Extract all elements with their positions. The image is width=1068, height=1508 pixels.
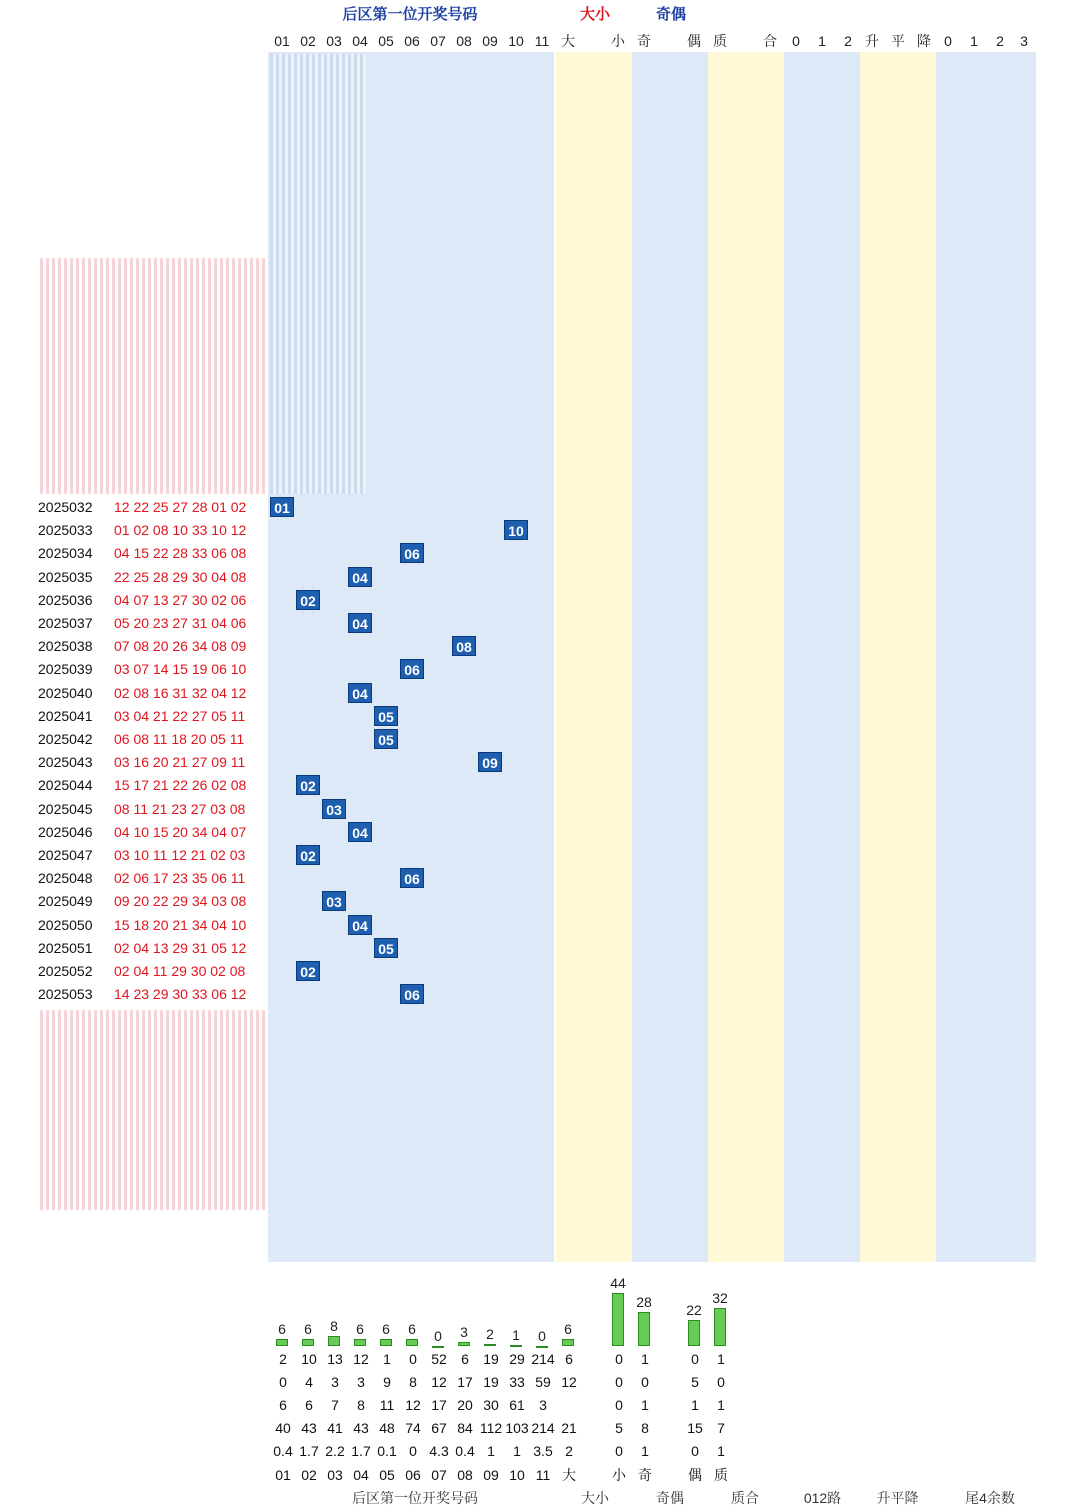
stat-cell: 2 xyxy=(279,1351,287,1367)
column-header-18: 1 xyxy=(818,33,826,49)
stat-cell: 12 xyxy=(405,1397,421,1413)
stat-cell: 1.7 xyxy=(351,1443,371,1459)
footer-column-header: 04 xyxy=(353,1467,369,1483)
footer-column-header: 01 xyxy=(275,1467,291,1483)
column-header-4: 05 xyxy=(378,33,394,49)
count-bar-label: 1 xyxy=(512,1327,520,1343)
issue-number: 2025043 xyxy=(38,754,93,771)
back-hit-marker: 02 xyxy=(296,590,320,610)
draw-numbers: 12 22 25 27 28 01 02 xyxy=(114,499,247,515)
stat-cell: 4.3 xyxy=(429,1443,449,1459)
stat-cell: 0 xyxy=(279,1374,287,1390)
back-hit-marker: 06 xyxy=(400,543,424,563)
stat-cell: 8 xyxy=(357,1397,365,1413)
stat-cell: 3 xyxy=(331,1374,339,1390)
footer-tail: 尾4余数 xyxy=(965,1490,1015,1506)
count-bar-label: 2 xyxy=(486,1326,494,1342)
stat-cell: 0.4 xyxy=(273,1443,293,1459)
stat-cell: 0 xyxy=(615,1397,623,1413)
blurred-history-rows xyxy=(40,258,268,494)
footer-column-header: 小 xyxy=(612,1467,626,1483)
stat-cell: 6 xyxy=(279,1397,287,1413)
back-hit-marker: 10 xyxy=(504,520,528,540)
count-bar-label: 28 xyxy=(636,1294,652,1310)
back-hit-marker: 05 xyxy=(374,938,398,958)
stat-cell: 40 xyxy=(275,1420,291,1436)
column-header-21: 平 xyxy=(891,33,905,49)
back-hit-marker: 04 xyxy=(348,567,372,587)
footer-column-header: 大 xyxy=(562,1467,576,1483)
footer-column-header: 02 xyxy=(301,1467,317,1483)
column-header-22: 降 xyxy=(917,33,931,49)
footer-column-header: 07 xyxy=(431,1467,447,1483)
stat-cell: 0 xyxy=(641,1374,649,1390)
stat-cell: 0.1 xyxy=(377,1443,397,1459)
stat-cell: 1 xyxy=(641,1443,649,1459)
column-header-13: 奇 xyxy=(637,33,651,49)
column-header-19: 2 xyxy=(844,33,852,49)
stat-cell: 61 xyxy=(509,1397,525,1413)
stat-cell: 48 xyxy=(379,1420,395,1436)
footer-back-zone: 后区第一位开奖号码 xyxy=(352,1490,478,1506)
issue-number: 2025048 xyxy=(38,870,93,887)
stat-cell: 0 xyxy=(615,1443,623,1459)
column-header-16: 合 xyxy=(763,33,777,49)
stat-cell: 214 xyxy=(531,1351,555,1367)
back-hit-marker: 06 xyxy=(400,984,424,1004)
stat-cell: 19 xyxy=(483,1374,499,1390)
issue-number: 2025050 xyxy=(38,916,93,933)
issue-number: 2025052 xyxy=(38,963,93,979)
count-bar-小 xyxy=(612,1293,624,1346)
draw-numbers: 14 23 29 30 33 06 12 xyxy=(114,986,247,1003)
footer-column-header: 偶 xyxy=(688,1467,702,1483)
stat-cell: 6 xyxy=(461,1351,469,1367)
back-hit-marker: 03 xyxy=(322,799,346,819)
footer-column-header: 05 xyxy=(379,1467,395,1483)
stat-cell: 6 xyxy=(565,1351,573,1367)
footer-prime: 质合 xyxy=(731,1490,759,1506)
issue-number: 2025046 xyxy=(38,823,93,840)
stat-cell: 21 xyxy=(561,1420,577,1436)
stat-cell: 84 xyxy=(457,1420,473,1436)
stat-cell: 2 xyxy=(565,1443,573,1459)
stat-cell: 1 xyxy=(487,1443,495,1459)
draw-numbers: 02 04 13 29 31 05 12 xyxy=(114,939,247,956)
tail-panel-bg xyxy=(936,52,1036,1262)
column-header-8: 09 xyxy=(482,33,498,49)
draw-numbers: 22 25 28 29 30 04 08 xyxy=(114,568,247,585)
count-bar-01 xyxy=(276,1339,288,1346)
count-bar-label: 8 xyxy=(330,1318,338,1334)
stat-cell: 0.4 xyxy=(455,1443,475,1459)
stat-cell: 8 xyxy=(641,1420,649,1436)
footer-column-header: 09 xyxy=(483,1467,499,1483)
footer-column-header: 03 xyxy=(327,1467,343,1483)
stat-cell: 12 xyxy=(431,1374,447,1390)
footer-column-header: 奇 xyxy=(638,1467,652,1483)
stat-cell: 0 xyxy=(409,1351,417,1367)
draw-numbers: 03 10 11 12 21 02 03 xyxy=(114,847,246,863)
stat-cell: 1 xyxy=(717,1443,725,1459)
back-hit-marker: 06 xyxy=(400,868,424,888)
draw-numbers: 07 08 20 26 34 08 09 xyxy=(114,638,247,655)
footer-road: 012路 xyxy=(803,1490,842,1506)
count-bar-09 xyxy=(484,1344,496,1346)
stat-cell: 0 xyxy=(615,1374,623,1390)
stat-cell: 1 xyxy=(641,1397,649,1413)
column-header-6: 07 xyxy=(430,33,446,49)
stat-cell: 43 xyxy=(353,1420,369,1436)
stat-cell: 29 xyxy=(509,1351,525,1367)
back-hit-marker: 02 xyxy=(296,845,320,865)
stat-cell: 52 xyxy=(431,1351,447,1367)
count-bar-质 xyxy=(714,1308,726,1346)
count-bar-label: 6 xyxy=(304,1321,312,1337)
stat-cell: 0 xyxy=(409,1443,417,1459)
stat-cell: 12 xyxy=(353,1351,369,1367)
prime-panel-bg xyxy=(708,52,784,1262)
count-bar-大 xyxy=(562,1339,574,1346)
footer-size: 大小 xyxy=(581,1490,609,1506)
column-header-20: 升 xyxy=(865,33,879,49)
footer-parity: 奇偶 xyxy=(656,1490,684,1506)
draw-numbers: 01 02 08 10 33 10 12 xyxy=(114,522,247,539)
draw-numbers: 08 11 21 23 27 03 08 xyxy=(114,800,246,817)
blurred-grid-area xyxy=(270,54,366,494)
issue-number: 2025051 xyxy=(38,939,93,956)
stat-cell: 1 xyxy=(717,1397,725,1413)
issue-number: 2025038 xyxy=(38,638,93,655)
column-header-26: 3 xyxy=(1020,33,1028,49)
stat-cell: 17 xyxy=(457,1374,473,1390)
count-bar-label: 32 xyxy=(712,1290,728,1306)
draw-numbers: 04 15 22 28 33 06 08 xyxy=(114,545,247,562)
issue-number: 2025037 xyxy=(38,615,93,631)
back-hit-marker: 01 xyxy=(270,497,294,517)
column-header-17: 0 xyxy=(792,33,800,49)
column-header-12: 小 xyxy=(611,33,625,49)
column-header-7: 08 xyxy=(456,33,472,49)
footer-column-header: 06 xyxy=(405,1467,421,1483)
draw-numbers: 02 04 11 29 30 02 08 xyxy=(114,963,246,979)
column-header-5: 06 xyxy=(404,33,420,49)
stat-cell: 1.7 xyxy=(299,1443,319,1459)
stat-cell: 112 xyxy=(479,1420,503,1436)
count-bar-label: 6 xyxy=(382,1321,390,1337)
stat-cell: 0 xyxy=(717,1374,725,1390)
draw-numbers: 09 20 22 29 34 03 08 xyxy=(114,893,247,910)
back-hit-marker: 09 xyxy=(478,752,502,772)
stat-cell: 3 xyxy=(357,1374,365,1390)
back-hit-marker: 02 xyxy=(296,775,320,795)
stat-cell: 214 xyxy=(531,1420,555,1436)
count-bar-label: 6 xyxy=(564,1321,572,1337)
stat-cell: 67 xyxy=(431,1420,447,1436)
stat-cell: 10 xyxy=(301,1351,317,1367)
column-header-3: 04 xyxy=(352,33,368,49)
stat-cell: 41 xyxy=(327,1420,343,1436)
stat-cell: 33 xyxy=(509,1374,525,1390)
back-hit-marker: 05 xyxy=(374,706,398,726)
issue-number: 2025039 xyxy=(38,661,93,678)
back-hit-marker: 04 xyxy=(348,822,372,842)
blurred-history-rows-bottom xyxy=(40,1010,268,1210)
count-bar-偶 xyxy=(688,1320,700,1346)
count-bar-label: 6 xyxy=(408,1321,416,1337)
issue-number: 2025042 xyxy=(38,731,93,747)
stat-cell: 12 xyxy=(561,1374,577,1390)
trend-panel-bg xyxy=(860,52,936,1262)
draw-numbers: 03 16 20 21 27 09 11 xyxy=(114,754,246,771)
back-hit-marker: 04 xyxy=(348,613,372,633)
column-header-1: 02 xyxy=(300,33,316,49)
parity-panel-bg xyxy=(632,52,708,1262)
back-hit-marker: 08 xyxy=(452,636,476,656)
count-bar-label: 3 xyxy=(460,1324,468,1340)
stat-cell: 74 xyxy=(405,1420,421,1436)
stat-cell: 15 xyxy=(687,1420,703,1436)
count-bar-label: 6 xyxy=(356,1321,364,1337)
stat-cell: 8 xyxy=(409,1374,417,1390)
count-bar-08 xyxy=(458,1342,470,1346)
stat-cell: 1 xyxy=(717,1351,725,1367)
back-hit-marker: 06 xyxy=(400,659,424,679)
count-bar-03 xyxy=(328,1336,340,1346)
back-hit-marker: 03 xyxy=(322,891,346,911)
stat-cell: 19 xyxy=(483,1351,499,1367)
count-bar-05 xyxy=(380,1339,392,1346)
stat-cell: 9 xyxy=(383,1374,391,1390)
draw-numbers: 05 20 23 27 31 04 06 xyxy=(114,615,247,631)
issue-number: 2025044 xyxy=(38,777,93,794)
back-hit-marker: 05 xyxy=(374,729,398,749)
count-bar-label: 44 xyxy=(610,1275,626,1291)
stat-cell: 59 xyxy=(535,1374,551,1390)
column-header-23: 0 xyxy=(944,33,952,49)
count-bar-06 xyxy=(406,1339,418,1346)
stat-cell: 43 xyxy=(301,1420,317,1436)
stat-cell: 6 xyxy=(305,1397,313,1413)
stat-cell: 7 xyxy=(331,1397,339,1413)
issue-number: 2025032 xyxy=(38,499,93,515)
issue-number: 2025047 xyxy=(38,847,93,863)
column-header-2: 03 xyxy=(326,33,342,49)
back-zone-title: 后区第一位开奖号码 xyxy=(342,6,478,23)
count-bar-奇 xyxy=(638,1312,650,1346)
column-header-11: 大 xyxy=(561,33,575,49)
column-header-15: 质 xyxy=(713,33,727,49)
draw-numbers: 15 18 20 21 34 04 10 xyxy=(114,916,247,933)
issue-number: 2025035 xyxy=(38,568,93,585)
count-bar-04 xyxy=(354,1339,366,1346)
stat-cell: 103 xyxy=(505,1420,529,1436)
footer-column-header: 质 xyxy=(714,1467,728,1483)
size-title: 大小 xyxy=(579,6,610,23)
issue-number: 2025053 xyxy=(38,986,93,1003)
draw-numbers: 04 07 13 27 30 02 06 xyxy=(114,591,247,608)
issue-number: 2025049 xyxy=(38,893,93,910)
count-bar-label: 0 xyxy=(434,1328,442,1344)
parity-title: 奇偶 xyxy=(655,6,686,23)
footer-trend: 升平降 xyxy=(876,1490,919,1506)
stat-cell: 5 xyxy=(615,1420,623,1436)
count-bar-02 xyxy=(302,1339,314,1346)
back-hit-marker: 04 xyxy=(348,683,372,703)
column-header-0: 01 xyxy=(274,33,290,49)
stat-cell: 7 xyxy=(717,1420,725,1436)
stat-cell: 0 xyxy=(691,1351,699,1367)
stat-cell: 30 xyxy=(483,1397,499,1413)
stat-cell: 1 xyxy=(691,1397,699,1413)
stat-cell: 1 xyxy=(641,1351,649,1367)
count-bar-label: 6 xyxy=(278,1321,286,1337)
count-bar-10 xyxy=(510,1345,522,1347)
footer-column-header: 08 xyxy=(457,1467,473,1483)
stat-cell: 13 xyxy=(327,1351,343,1367)
issue-number: 2025034 xyxy=(38,545,93,562)
stat-cell: 3.5 xyxy=(533,1443,553,1459)
back-hit-marker: 02 xyxy=(296,961,320,981)
column-header-10: 11 xyxy=(534,33,550,49)
count-bar-label: 22 xyxy=(686,1302,702,1318)
draw-numbers: 03 04 21 22 27 05 11 xyxy=(114,707,246,724)
stat-cell: 4 xyxy=(305,1374,313,1390)
stat-cell: 0 xyxy=(691,1443,699,1459)
column-header-9: 10 xyxy=(508,33,524,49)
size-panel-bg xyxy=(556,52,632,1262)
stat-cell: 3 xyxy=(539,1397,547,1413)
issue-number: 2025045 xyxy=(38,800,93,817)
draw-numbers: 03 07 14 15 19 06 10 xyxy=(114,661,247,678)
draw-numbers: 02 08 16 31 32 04 12 xyxy=(114,684,247,701)
footer-column-header: 10 xyxy=(509,1467,525,1483)
stat-cell: 17 xyxy=(431,1397,447,1413)
issue-number: 2025036 xyxy=(38,591,93,608)
stat-cell: 1 xyxy=(513,1443,521,1459)
draw-numbers: 06 08 11 18 20 05 11 xyxy=(114,731,245,747)
draw-numbers: 15 17 21 22 26 02 08 xyxy=(114,777,247,794)
stat-cell: 2.2 xyxy=(325,1443,345,1459)
back-hit-marker: 04 xyxy=(348,915,372,935)
stat-cell: 11 xyxy=(379,1397,395,1413)
count-bar-label: 0 xyxy=(538,1328,546,1344)
column-header-14: 偶 xyxy=(687,33,701,49)
issue-number: 2025040 xyxy=(38,684,93,701)
column-header-24: 1 xyxy=(970,33,978,49)
stat-cell: 20 xyxy=(457,1397,473,1413)
stat-cell: 0 xyxy=(615,1351,623,1367)
issue-number: 2025041 xyxy=(38,707,93,724)
column-header-25: 2 xyxy=(996,33,1004,49)
footer-column-header: 11 xyxy=(535,1467,551,1483)
issue-number: 2025033 xyxy=(38,522,93,539)
stat-cell: 5 xyxy=(691,1374,699,1390)
draw-numbers: 02 06 17 23 35 06 11 xyxy=(114,870,246,887)
road-panel-bg xyxy=(784,52,860,1262)
stat-cell: 1 xyxy=(383,1351,391,1367)
draw-numbers: 04 10 15 20 34 04 07 xyxy=(114,823,247,840)
